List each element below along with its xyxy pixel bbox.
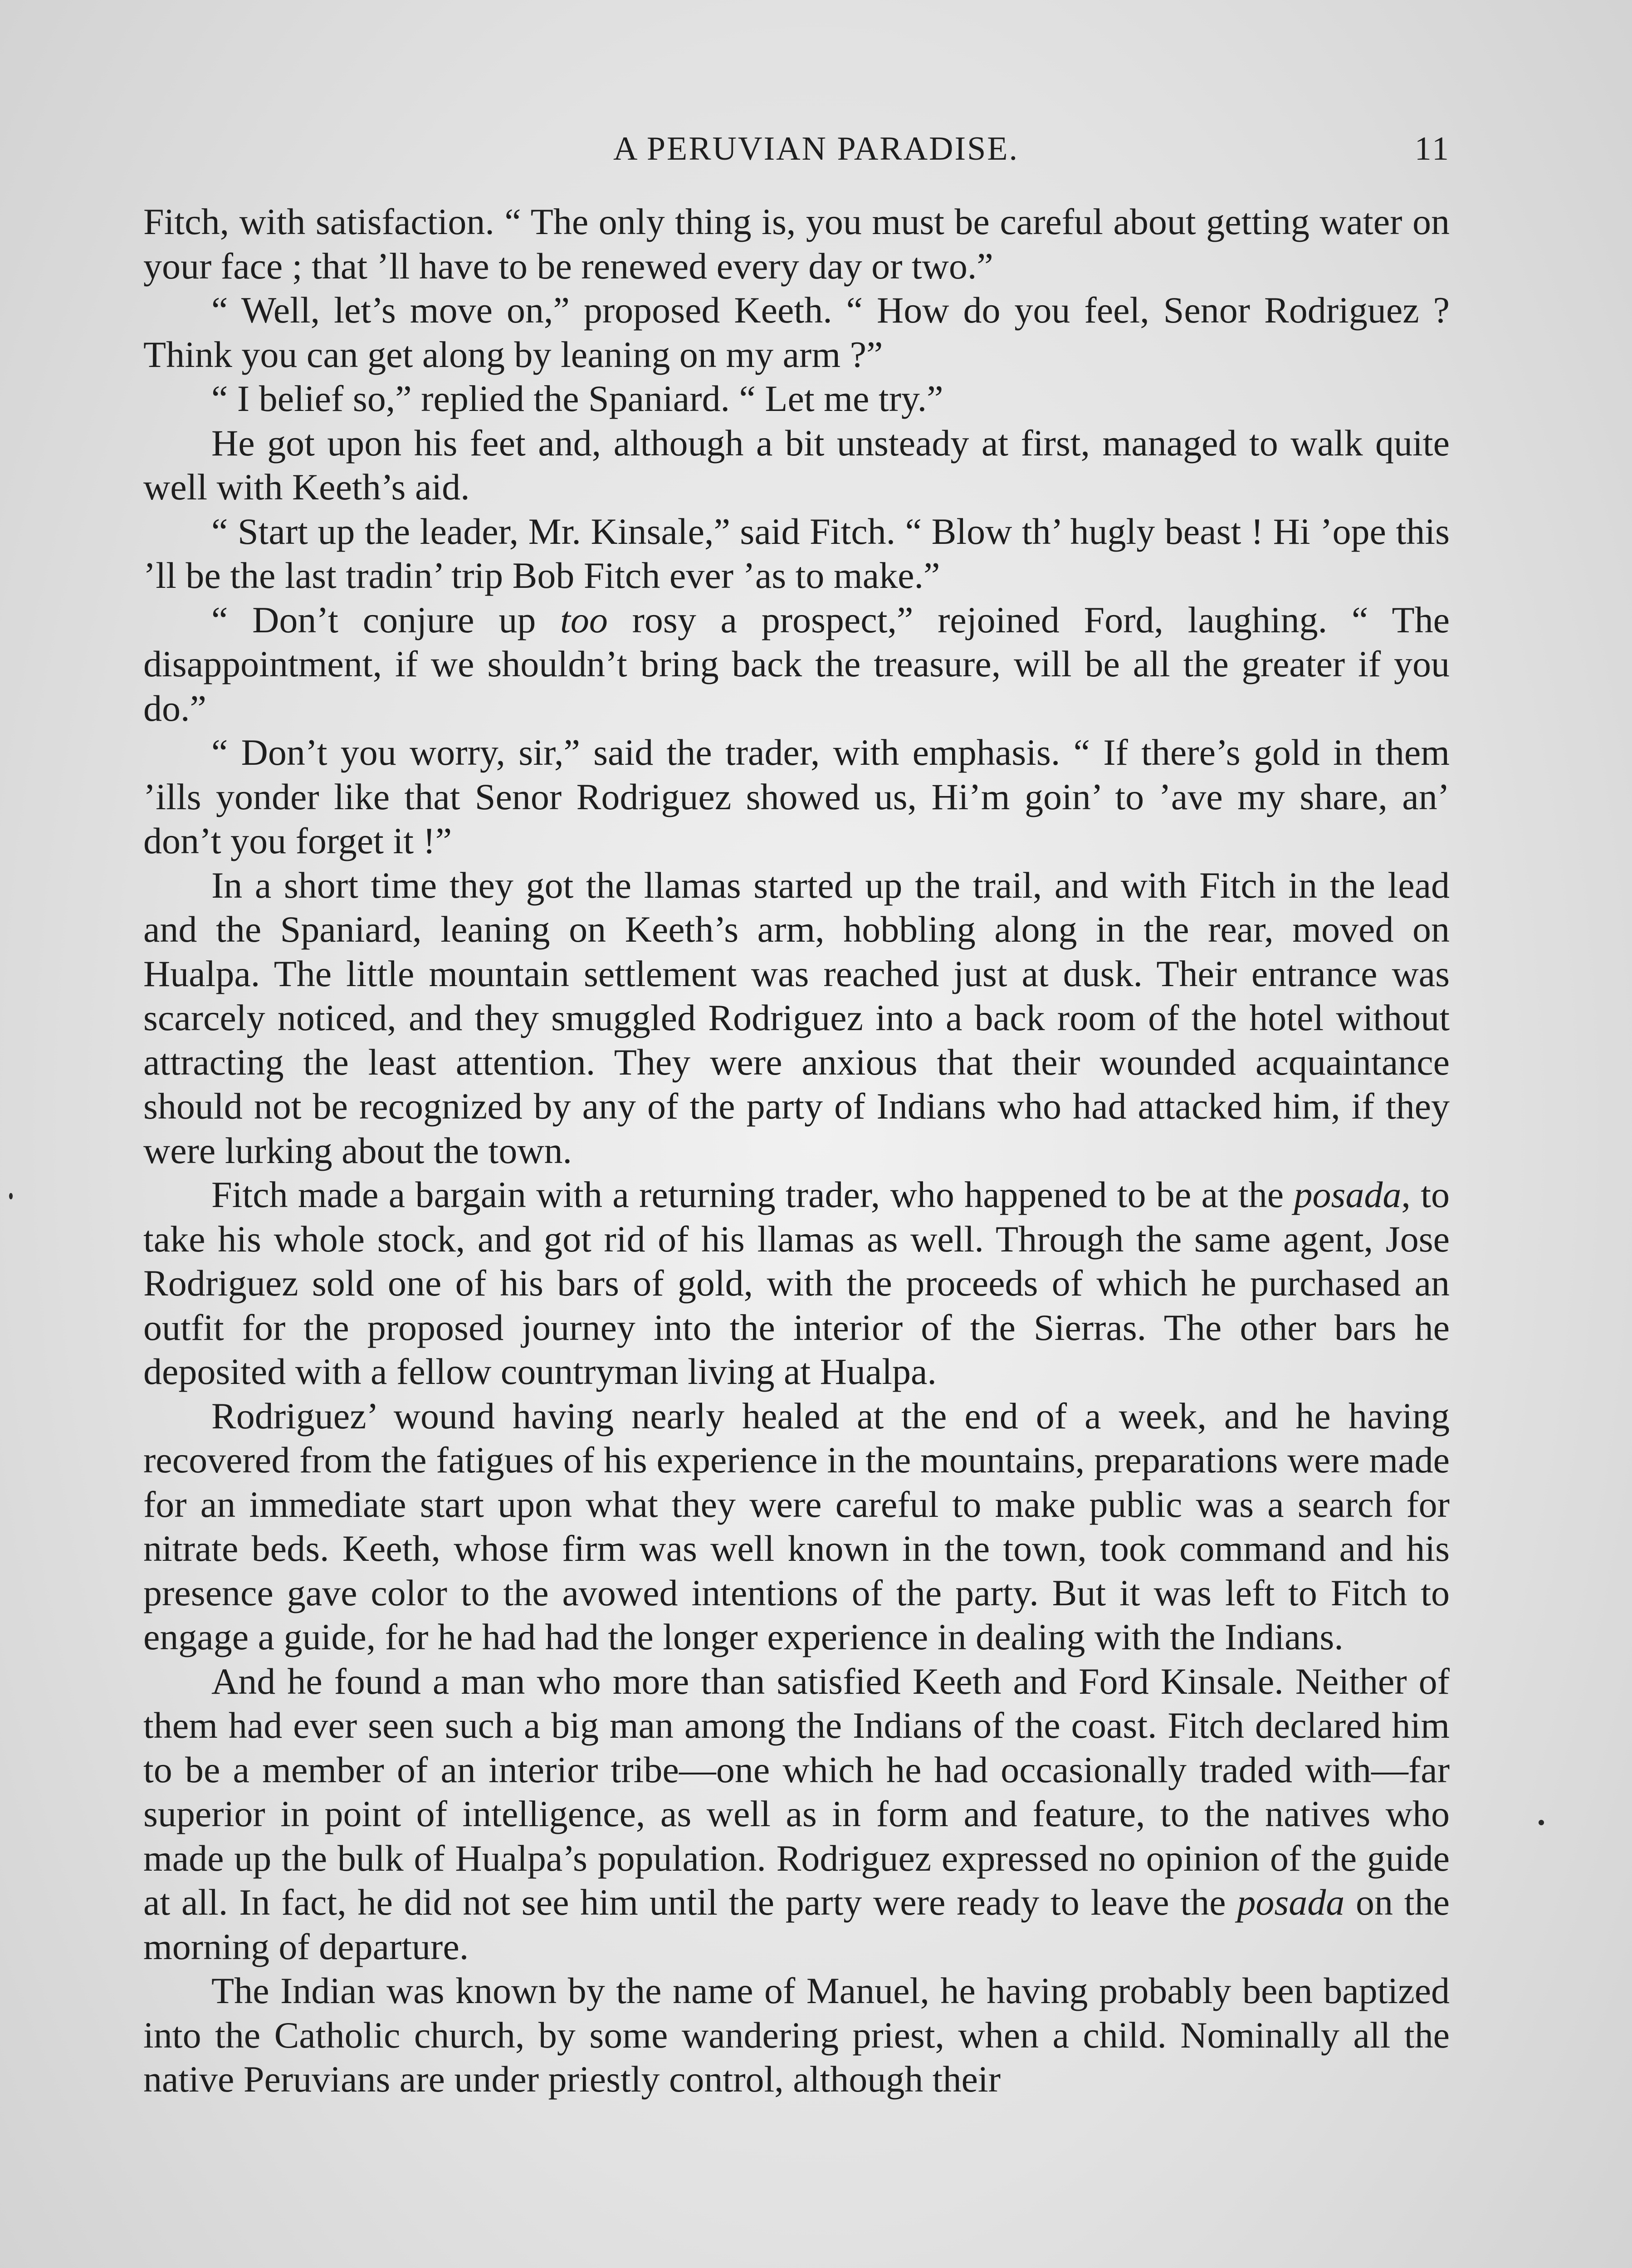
- italic-text: posada: [1237, 1882, 1345, 1923]
- paragraph: “ Don’t conjure up too rosy a prospect,” rejoined Ford, laughing. “ The disappointment, if we shouldn’t bring back the treasure, will be all the greater if you do.”: [143, 599, 1450, 729]
- paragraph: Fitch, with satisfaction. “ The only thing is, you must be careful about getting water on your face ; that ’ll have to be renewed every day or two.”: [143, 201, 1450, 287]
- paragraph: “ Well, let’s move on,” proposed Keeth. “ How do you feel, Senor Rodriguez ? Think you can get along by leaning on my arm ?”: [143, 289, 1450, 375]
- running-head: [0, 130, 1632, 180]
- paragraph: And he found a man who more than satisfied Keeth and Ford Kinsale. Neither of them had ever seen such a big man among the Indians of the coast. Fitch declared him to be a member of an interior tribe—one which he had occasionally traded with—far superior in point of intelligence, as well as in form and feature, to the natives who made up the bulk of Hualpa’s population. Rodriguez expressed no opinion of the guide at all. In fact, he did not see him until the party were ready to leave the posada on the morning of departure.: [143, 1660, 1450, 1967]
- paragraph: He got upon his feet and, although a bit unsteady at first, managed to walk quite well with Keeth’s aid.: [143, 422, 1450, 508]
- page-number: 11: [1414, 130, 1451, 167]
- running-title: A PERUVIAN PARADISE.: [613, 130, 1019, 167]
- paragraph: Rodriguez’ wound having nearly healed at the end of a week, and he having recovered from the fatigues of his experience in the mountains, preparations were made for an immediate start upon what they were careful to make public was a search for nitrate beds. Keeth, whose firm was well known in the town, took command and his presence gave color to the avowed intentions of the party. But it was left to Fitch to engage a guide, for he had had the longer experience in dealing with the Indians.: [143, 1395, 1450, 1657]
- paragraph: “ Start up the leader, Mr. Kinsale,” said Fitch. “ Blow th’ hugly beast ! Hi ’ope this ’ll be the last tradin’ trip Bob Fitch ever ’as to make.”: [143, 510, 1450, 596]
- italic-text: too: [560, 599, 608, 640]
- stray-ink-mark: [1539, 1820, 1544, 1825]
- italic-text: posada: [1294, 1174, 1402, 1215]
- paragraph: In a short time they got the llamas started up the trail, and with Fitch in the lead and the Spaniard, leaning on Keeth’s arm, hobbling along in the rear, moved on Hualpa. The little mountain settlement was reached just at dusk. Their entrance was scarcely noticed, and they smuggled Rodriguez into a back room of the hotel without attracting the least attention. They were anxious that their wounded acquaintance should not be recognized by any of the party of Indians who had attacked him, if they were lurking about the town.: [143, 864, 1450, 1171]
- paragraph: The Indian was known by the name of Manuel, he having probably been baptized into the Catholic church, by some wandering priest, when a child. Nominally all the native Peruvians are under priestly control, although their: [143, 1970, 1450, 2100]
- paragraph: “ Don’t you worry, sir,” said the trader, with emphasis. “ If there’s gold in them ’ills yonder like that Senor Rodriguez showed us, Hi’m goin’ to ’ave my share, an’ don’t you forget it !”: [143, 732, 1450, 861]
- stray-ink-mark: [9, 1193, 13, 1199]
- body-text: [143, 200, 1450, 2102]
- paragraph: Fitch made a bargain with a returning trader, who happened to be at the posada, to take his whole stock, and got rid of his llamas as well. Through the same agent, Jose Rodriguez sold one of his bars of gold, with the proceeds of which he purchased an outfit for the proposed journey into the interior of the Sierras. The other bars he deposited with a fellow countryman living at Hualpa.: [143, 1174, 1450, 1392]
- paragraph: “ I belief so,” replied the Spaniard. “ Let me try.”: [211, 378, 943, 419]
